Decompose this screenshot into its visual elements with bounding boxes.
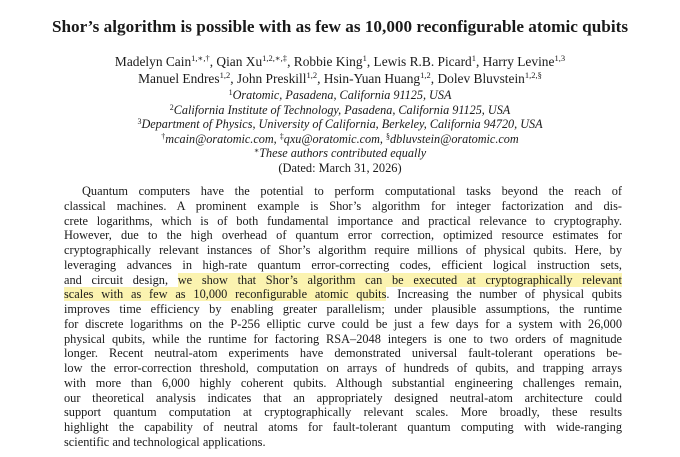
email-marker: † bbox=[161, 131, 166, 141]
paper-title: Shor’s algorithm is possible with as few as 10,000 reconfigurable atomic qubits bbox=[51, 17, 629, 36]
abstract-line bbox=[64, 420, 622, 435]
affiliation-3 bbox=[0, 117, 680, 132]
abstract-line bbox=[64, 361, 622, 376]
author-affiliation-marker: 1,2,§ bbox=[524, 69, 542, 80]
equal-contribution-marker: ∗ bbox=[253, 146, 260, 156]
abstract-line bbox=[64, 376, 622, 391]
abstract-line bbox=[64, 184, 622, 199]
affiliation-marker: 1 bbox=[228, 88, 233, 97]
author-name: Harry Levine bbox=[482, 54, 555, 69]
author-name: Manuel Endres bbox=[138, 70, 220, 86]
abstract-line bbox=[64, 405, 622, 420]
abstract-text: for discrete logarithms on the P-256 elliptic curve could be just a few days for a system with 26,000 bbox=[64, 316, 622, 331]
author-name: John Preskill bbox=[236, 70, 307, 86]
author-name: Dolev Bluvstein bbox=[437, 70, 525, 86]
abstract-line bbox=[64, 228, 622, 243]
abstract-line bbox=[64, 199, 622, 214]
abstract-text: leveraging advances in high-rate quantum error-correcting codes, efficient logical instruction sets, bbox=[64, 257, 622, 272]
author bbox=[483, 54, 565, 69]
highlighted-text: we show that Shor’s algorithm can be executed at cryptographically relevant bbox=[177, 272, 622, 287]
equal-contribution-note bbox=[0, 146, 680, 161]
abstract-text: crete logarithms, which is of both fundamental importance and practical relevance to cryptography. bbox=[64, 213, 622, 228]
author-name: Qian Xu bbox=[216, 54, 263, 69]
affiliation-marker: 3 bbox=[137, 117, 142, 127]
affiliation-list bbox=[0, 88, 680, 161]
abstract-text: our theoretical analysis indicates that an appropriately designed neutral-atom architecture could bbox=[64, 390, 622, 405]
abstract-text: low the error-correction threshold, computation on arrays of hundreds of qubits, and trapping arrays bbox=[64, 361, 622, 375]
abstract-line bbox=[64, 332, 622, 347]
abstract bbox=[64, 184, 622, 450]
equal-contribution-text: These authors contributed equally bbox=[259, 146, 427, 161]
author-affiliation-marker: 1,2 bbox=[306, 69, 318, 80]
paper-date: (Dated: March 31, 2026) bbox=[278, 161, 402, 175]
author-name: Robbie King bbox=[293, 54, 363, 69]
abstract-text: However, due to the high overhead of quantum error correction, optimized resource estimates for bbox=[64, 228, 622, 243]
abstract-text: with more than 6,000 highly coherent qubits. Although substantial engineering challenges remain, bbox=[64, 375, 622, 390]
abstract-text: physical qubits, while the runtime for factoring RSA–2048 integers is one to two orders of magnitude bbox=[64, 331, 622, 346]
affiliation-text: Department of Physics, University of California, Berkeley, California 94720, USA bbox=[141, 117, 543, 132]
email-link[interactable]: qxu@oratomic.com bbox=[283, 131, 380, 146]
author-affiliation-marker: 1 bbox=[471, 53, 476, 63]
author bbox=[138, 71, 230, 86]
author-line-1: Madelyn Cain$^{1,∗,\dagger}$, Qian $Xu^{1,2,∗,\ddagger}$, Robbie King$^1$, Lewis R.B. Picard$^1$, Harry Levine$^{1,3}$ bbox=[114, 53, 566, 69]
abstract-line bbox=[64, 287, 622, 302]
author bbox=[374, 54, 476, 69]
author-name: Lewis R.B. Picard bbox=[373, 54, 472, 69]
abstract-text: scientific and technological applications. bbox=[64, 434, 266, 449]
author bbox=[237, 71, 317, 86]
abstract-line bbox=[64, 214, 622, 229]
abstract-line bbox=[64, 346, 622, 361]
abstract-text: Quantum computers have the potential to perform computational tasks beyond the reach of bbox=[82, 184, 622, 198]
affiliation-1 bbox=[0, 88, 680, 103]
abstract-text: and circuit design, bbox=[64, 272, 178, 287]
affiliation-text: Oratomic, Pasadena, California 91125, USA bbox=[232, 88, 452, 102]
author-name: Hsin-Yuan Huang bbox=[323, 70, 421, 86]
author bbox=[216, 54, 287, 69]
abstract-text: classical machines. A prominent example is Shor’s algorithm for integer factorization and dis- bbox=[64, 198, 622, 213]
email-marker: ‡ bbox=[279, 131, 284, 141]
abstract-line bbox=[64, 435, 622, 450]
abstract-text: . Increasing the number of physical qubits bbox=[386, 287, 622, 302]
author bbox=[294, 54, 367, 69]
author bbox=[437, 71, 541, 86]
abstract-line bbox=[64, 302, 622, 317]
abstract-text: cryptographically relevant instances of Shor’s algorithm require millions of physical qubits. Here, by bbox=[64, 243, 622, 257]
abstract-line bbox=[64, 391, 622, 406]
abstract-text: highlight the capability of neutral atoms for fault-tolerant quantum computing with wide-ranging bbox=[64, 420, 622, 434]
abstract-line bbox=[64, 258, 622, 273]
author-affiliation-marker: 1,∗,† bbox=[191, 53, 210, 63]
author-affiliation-marker: 1,2 bbox=[420, 69, 431, 80]
author-affiliation-marker: 1 bbox=[362, 53, 367, 63]
email-link[interactable]: dbluvstein@oratomic.com bbox=[390, 131, 519, 146]
email-link[interactable]: mcain@oratomic.com bbox=[165, 131, 274, 146]
author-affiliation-marker: 1,2,∗,‡ bbox=[262, 53, 288, 63]
affiliation-marker: 2 bbox=[169, 102, 174, 112]
author bbox=[324, 71, 431, 86]
author-list bbox=[0, 54, 680, 87]
affiliation-2 bbox=[0, 103, 680, 118]
abstract-text: support quantum computation at cryptographically relevant scales. More broadly, these results bbox=[64, 405, 622, 420]
author-affiliation-marker: 1,3 bbox=[554, 53, 566, 63]
email-line: †mcain@oratomic.com, ‡qxu@oratomic.com, §dbluvstein@oratomic.com bbox=[161, 131, 519, 146]
author bbox=[115, 54, 210, 69]
author-line-2: Manuel Endres$^{1,2}$, John Preskill$^{1,2}$, Hsin-Yuan Huang$^{1,2}$, Dolev Bluvstein$^{1,2,\S}$ bbox=[138, 69, 542, 86]
abstract-line bbox=[64, 243, 622, 258]
author-name: Madelyn Cain bbox=[114, 54, 192, 69]
abstract-line bbox=[64, 317, 622, 332]
email-marker: § bbox=[386, 131, 391, 141]
abstract-text: longer. Recent neutral-atom experiments have demonstrated universal fault-tolerant operations be- bbox=[64, 346, 622, 361]
highlighted-text: scales with as few as 10,000 reconfigurable atomic qubits bbox=[64, 287, 387, 302]
author-affiliation-marker: 1,2 bbox=[219, 69, 231, 80]
affiliation-text: California Institute of Technology, Pasadena, California 91125, USA bbox=[173, 102, 511, 117]
abstract-text: improves time efficiency by enabling greater parallelism; under plausible assumptions, the runtime bbox=[64, 302, 622, 316]
abstract-line bbox=[64, 273, 622, 288]
